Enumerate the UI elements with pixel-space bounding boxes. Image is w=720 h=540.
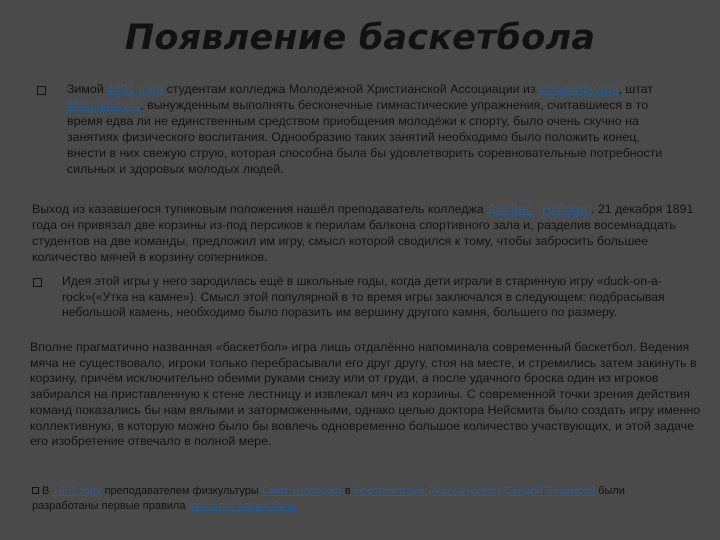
- text: студентам колледжа Молодёжной Христианской Ассоциации из: [163, 82, 540, 96]
- link-northampton[interactable]: Нортгемптоне (Массачусетс): [353, 485, 501, 497]
- bullet-paragraph-1: [67, 82, 677, 177]
- link-1892[interactable]: 1892 году: [52, 485, 102, 497]
- bullet-paragraph-2: Идея этой игры у него зародилась ещё в школьные годы, когда дети играли в старинную игру «duck-on-a-rock»(«Утка на камне»). Смысл этой популярной в то время игры заключался в следующем: подбрасывая небольшой камень, необходимо было поразить им вершину другого камня, большего по размеру.: [62, 274, 665, 320]
- square-bullet-icon: [32, 487, 39, 494]
- bullet-paragraph-3: [32, 484, 672, 514]
- text: в: [341, 485, 354, 497]
- text: Выход из казавшегося тупиковым положения нашёл преподаватель колледжа: [32, 202, 488, 216]
- link-naismith-first[interactable]: Джеймс: [487, 202, 533, 216]
- text: Зимой: [67, 82, 108, 96]
- text: . 21 декабря 1891 года он привязал две корзины из-под персиков к перилам балкона спортивного зала и, разделив восемнадцать студентов на две команды, предложил им игру, смысл которой сводился к тому, чтобы забросить большее количество мячей в корзину соперников.: [32, 202, 694, 264]
- link-1891[interactable]: 1891 года: [107, 82, 164, 96]
- text: В: [42, 485, 53, 497]
- text: преподавателем физкультуры: [101, 485, 262, 497]
- paragraph-2: Вполне прагматично названная «баскетбол» игра лишь отдалённо напоминала современный баскетбол. Ведения мяча не существовало, игроки только перебрасывали его друг другу, стоя на месте, и стремились затем закинуть в корзину, причём исключительно обеими руками снизу или от груди, а после удачного броска один из игроков забирался на приставленную к стене лестницу и извлекал мяч из корзины. С современной точки зрения действия команд показались бы нам вялыми и заторможенными, однако целью доктора Нейсмита было создать игру именно коллективную, в которую можно было бы вовлечь одновременно большое количество участвующих, и этой задаче его изобретение отвечало в полной мере.: [30, 340, 701, 449]
- square-bullet-icon: [33, 278, 42, 287]
- text: были разработаны первые правила: [32, 485, 625, 512]
- text: , штат: [618, 82, 654, 96]
- slide-title: Появление баскетбола: [124, 18, 596, 58]
- link-senda-berenson[interactable]: Сендой Беренсон: [503, 485, 596, 497]
- paragraph-1: [32, 201, 704, 265]
- link-springfield[interactable]: Спрингфилда: [539, 82, 619, 96]
- link-smith-college[interactable]: Смит-колледжа: [261, 485, 342, 497]
- link-naismith-last[interactable]: Нейсмит: [542, 202, 591, 216]
- text: , вынужденным выполнять бесконечные гимнастические упражнения, считавшиеся в то время едва ли не единственным средством приобщения молодёжи к спорту, было очень скучно на занятиях физического воспитания. Однообразию таких занятий необходимо было положить конец, внести в них свежую струю, которая способна была бы удовлетворить соревновательные потребности сильных и здоровых молодых людей.: [67, 97, 663, 176]
- square-bullet-icon: [37, 86, 46, 95]
- link-massachusetts[interactable]: Массачусетс: [67, 97, 141, 112]
- link-womens-basketball[interactable]: женского баскетбола: [188, 500, 296, 512]
